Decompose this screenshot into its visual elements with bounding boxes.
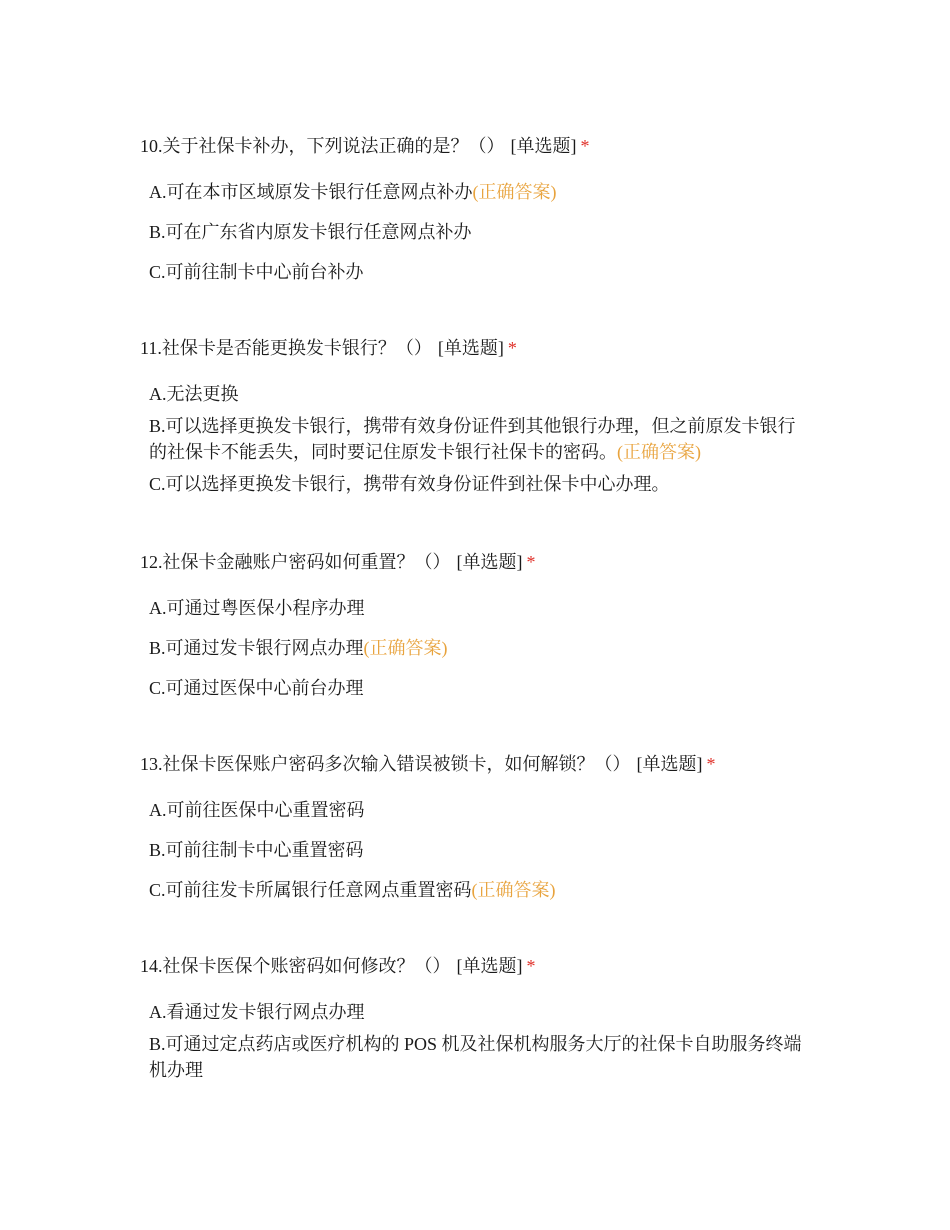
correct-answer-label: (正确答案) (472, 182, 557, 202)
option-list (140, 999, 820, 1083)
option-c (149, 877, 809, 903)
option-text: A.可前往医保中心重置密码 (149, 800, 365, 820)
required-mark: * (526, 956, 536, 976)
question-13 (140, 751, 820, 903)
option-a (149, 999, 809, 1025)
option-list (140, 381, 820, 497)
required-mark: * (507, 338, 517, 358)
option-list (140, 595, 820, 701)
option-a (149, 381, 809, 407)
option-text: B.可通过定点药店或医疗机构的 POS 机及社保机构服务大厅的社保卡自助服务终端机办理 (149, 1034, 802, 1080)
option-b (149, 1031, 809, 1083)
option-b (149, 219, 809, 245)
option-c (149, 675, 809, 701)
option-text: B.可通过发卡银行网点办理 (149, 638, 364, 658)
option-a (149, 797, 809, 823)
option-text: A.看通过发卡银行网点办理 (149, 1002, 365, 1022)
question-title (140, 133, 820, 159)
option-text: A.可在本市区域原发卡银行任意网点补办 (149, 182, 473, 202)
question-type: [单选题] (456, 552, 523, 572)
question-type: [单选题] (636, 754, 703, 774)
required-mark: * (706, 754, 716, 774)
question-text: 14.社保卡医保个账密码如何修改？（） (140, 956, 451, 976)
option-c (149, 471, 809, 497)
question-14 (140, 953, 820, 1083)
option-list (140, 797, 820, 903)
question-text: 13.社保卡医保账户密码多次输入错误被锁卡，如何解锁？（） (140, 754, 631, 774)
option-c (149, 259, 809, 285)
question-10 (140, 133, 820, 285)
option-text: C.可前往制卡中心前台补办 (149, 262, 364, 282)
option-text: B.可前往制卡中心重置密码 (149, 840, 364, 860)
option-text: C.可前往发卡所属银行任意网点重置密码 (149, 880, 472, 900)
required-mark: * (580, 136, 590, 156)
question-11 (140, 335, 820, 497)
option-a (149, 179, 809, 205)
question-text: 12.社保卡金融账户密码如何重置？（） (140, 552, 451, 572)
question-type: [单选题] (510, 136, 577, 156)
question-text: 10.关于社保卡补办，下列说法正确的是？（） (140, 136, 505, 156)
option-text: A.可通过粤医保小程序办理 (149, 598, 365, 618)
question-text: 11.社保卡是否能更换发卡银行？（） (140, 338, 432, 358)
question-type: [单选题] (456, 956, 523, 976)
required-mark: * (526, 552, 536, 572)
correct-answer-label: (正确答案) (471, 880, 556, 900)
option-list (140, 179, 820, 285)
question-title (140, 953, 820, 979)
option-text: B.可以选择更换发卡银行，携带有效身份证件到其他银行办理，但之前原发卡银行的社保卡不能丢失，同时要记住原发卡银行社保卡的密码。 (149, 416, 796, 462)
correct-answer-label: (正确答案) (363, 638, 448, 658)
option-b (149, 413, 809, 465)
option-b (149, 837, 809, 863)
question-title (140, 751, 820, 777)
question-title (140, 549, 820, 575)
option-text: C.可以选择更换发卡银行，携带有效身份证件到社保卡中心办理。 (149, 474, 670, 494)
option-text: B.可在广东省内原发卡银行任意网点补办 (149, 222, 472, 242)
correct-answer-label: (正确答案) (617, 442, 701, 462)
option-text: C.可通过医保中心前台办理 (149, 678, 364, 698)
option-text: A.无法更换 (149, 384, 239, 404)
question-title (140, 335, 820, 361)
question-12 (140, 549, 820, 701)
option-a (149, 595, 809, 621)
question-type: [单选题] (437, 338, 504, 358)
option-b (149, 635, 809, 661)
